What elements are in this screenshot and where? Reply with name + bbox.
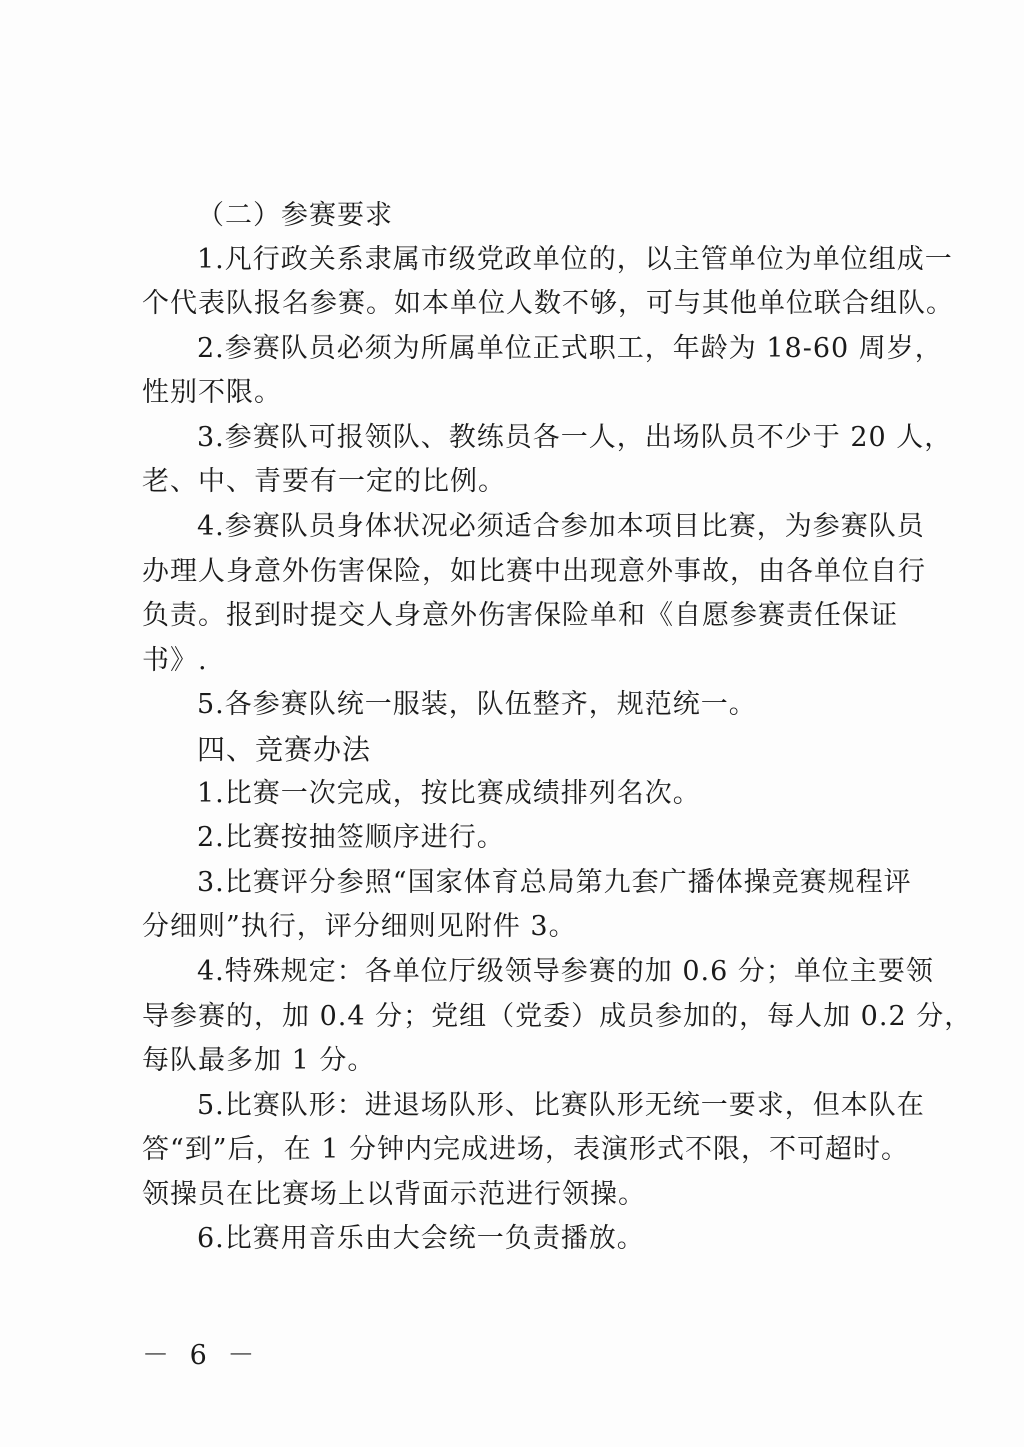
s2-item4-line4: 书》. — [142, 645, 208, 676]
s2-item2-line2: 性别不限。 — [142, 377, 282, 408]
s2-item3-line2: 老、中、青要有一定的比例。 — [142, 466, 506, 497]
s4-item5-line2: 答“到”后，在 1 分钟内完成进场，表演形式不限，不可超时。 — [142, 1134, 909, 1165]
s4-item4-line3: 每队最多加 1 分。 — [142, 1045, 376, 1076]
s2-item3-line1: 3.参赛队可报领队、教练员各一人，出场队员不少于 20 人， — [197, 422, 953, 453]
s4-item2-line1: 2.比赛按抽签顺序进行。 — [197, 822, 505, 853]
s2-item5-line1: 5.各参赛队统一服装，队伍整齐，规范统一。 — [197, 689, 757, 720]
s2-item1-line1: 1.凡行政关系隶属市级党政单位的，以主管单位为单位组成一 — [197, 244, 953, 275]
s4-item6-line1: 6.比赛用音乐由大会统一负责播放。 — [197, 1223, 645, 1254]
s2-item2-line1: 2.参赛队员必须为所属单位正式职工，年龄为 18-60 周岁， — [197, 333, 943, 364]
s4-item4-line1: 4.特殊规定：各单位厅级领导参赛的加 0.6 分；单位主要领 — [197, 956, 934, 987]
s2-item4-line1: 4.参赛队员身体状况必须适合参加本项目比赛，为参赛队员 — [197, 511, 925, 542]
s4-item5-line3: 领操员在比赛场上以背面示范进行领操。 — [142, 1179, 646, 1210]
section-two-heading: （二）参赛要求 — [197, 200, 393, 231]
s4-item3-line2: 分细则”执行，评分细则见附件 3。 — [142, 911, 577, 942]
s4-item3-line1: 3.比赛评分参照“国家体育总局第九套广播体操竞赛规程评 — [197, 867, 912, 898]
s4-item1-line1: 1.比赛一次完成，按比赛成绩排列名次。 — [197, 778, 701, 809]
page-number: － 6 － — [142, 1340, 261, 1371]
s2-item4-line3: 负责。报到时提交人身意外伤害保险单和《自愿参赛责任保证 — [142, 600, 898, 631]
s2-item4-line2: 办理人身意外伤害保险，如比赛中出现意外事故，由各单位自行 — [142, 556, 926, 587]
s4-item4-line2: 导参赛的，加 0.4 分；党组（党委）成员参加的，每人加 0.2 分， — [142, 1001, 973, 1032]
s2-item1-line2: 个代表队报名参赛。如本单位人数不够，可与其他单位联合组队。 — [142, 288, 954, 319]
s4-item5-line1: 5.比赛队形：进退场队形、比赛队形无统一要求，但本队在 — [197, 1090, 925, 1121]
section-four-heading: 四、竞赛办法 — [197, 733, 372, 766]
